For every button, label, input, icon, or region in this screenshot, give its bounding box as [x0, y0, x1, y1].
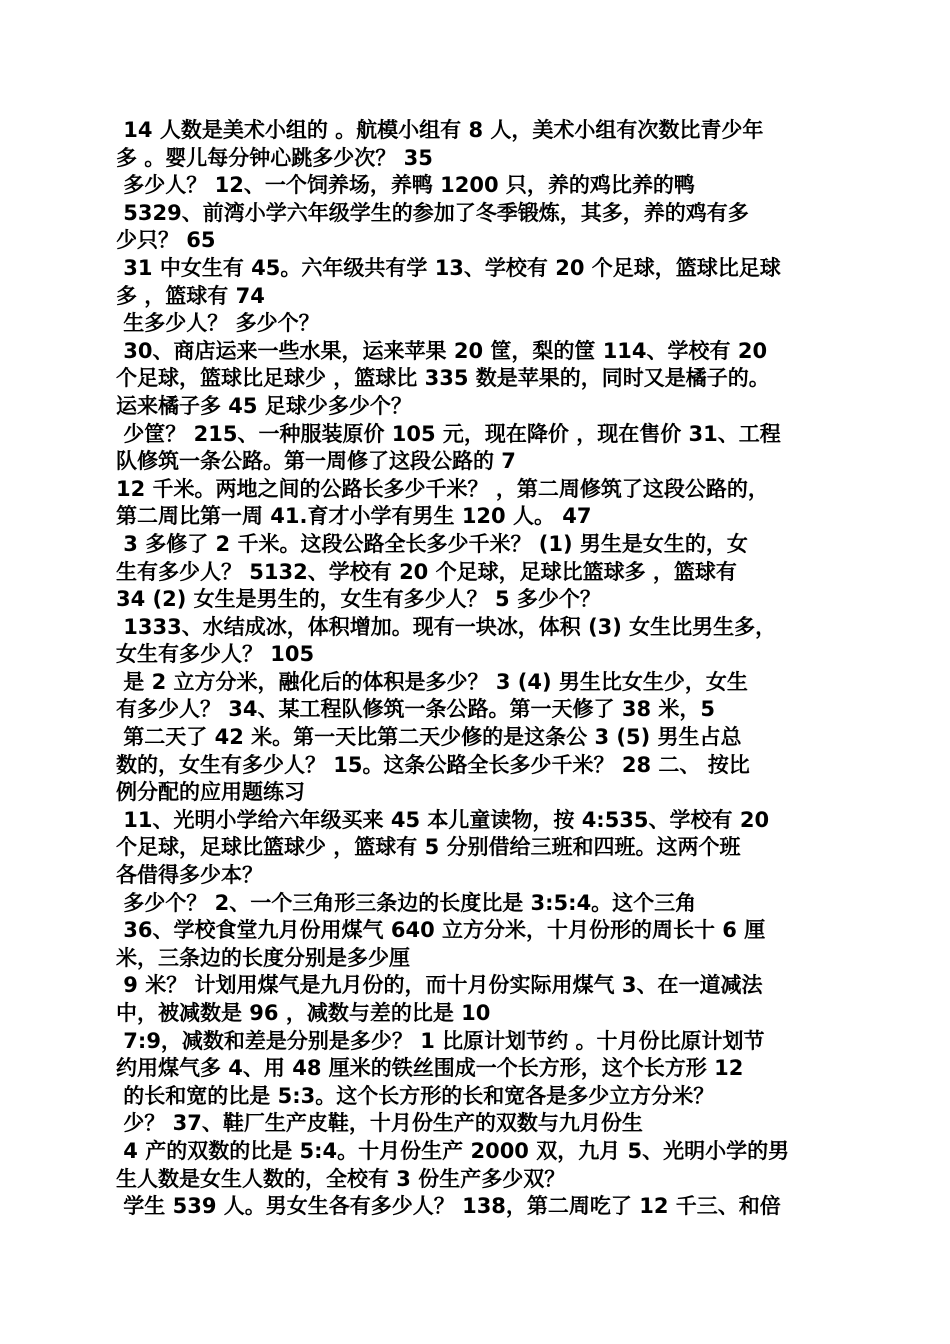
text-line-11: 运来橘子多 45 足球少多少个？ — [116, 393, 412, 418]
text-line-24: 数的，女生有多少人？ 15。这条公路全长多少千米？ 28 二、 按比 — [116, 752, 750, 777]
text-line-28: 各借得多少本？ — [116, 863, 263, 888]
document-text — [116, 117, 856, 1221]
text-line-12: 少筐？ 215、一种服装原价 105 元，现在降价 ，现在售价 31、工程 — [116, 421, 781, 446]
text-line-18: 34 (2) 女生是男生的，女生有多少人？ 5 多少个？ — [116, 587, 601, 612]
text-line-7: 多 ，篮球有 74 — [116, 283, 265, 308]
text-line-34: 7:9，减数和差是分别是多少？ 1 比原计划节约 。十月份比原计划节 — [116, 1028, 765, 1053]
text-line-38: 4 产的双数的比是 5:4。十月份生产 2000 双，九月 5、光明小学的男 — [116, 1138, 790, 1163]
text-line-35: 约用煤气多 4、用 48 厘米的铁丝围成一个长方形，这个长方形 12 — [116, 1056, 744, 1081]
text-line-5: 少只？ 65 — [116, 228, 216, 253]
text-line-2: 多 。婴儿每分钟心跳多少次？ 35 — [116, 145, 433, 170]
text-line-16: 3 多修了 2 千米。这段公路全长多少千米？ (1) 男生是女生的，女 — [116, 531, 748, 556]
text-line-10: 个足球，篮球比足球少 ，篮球比 335 数是苹果的，同时又是橘子的。 — [116, 366, 770, 391]
text-line-37: 少？ 37、鞋厂生产皮鞋，十月份生产的双数与九月份生 — [116, 1111, 643, 1136]
text-line-25: 例分配的应用题练习 — [116, 780, 305, 805]
text-line-30: 36、学校食堂九月份用煤气 640 立方分米，十月份形的周长十 6 厘 — [116, 918, 766, 943]
text-line-14: 12 千米。两地之间的公路长多少千米？ ，第二周修筑了这段公路的， — [116, 476, 769, 501]
text-line-4: 5329、前湾小学六年级学生的参加了冬季锻炼，其多，养的鸡有多 — [116, 200, 749, 225]
text-line-3: 多少人？ 12、一个饲养场，养鸭 1200 只，养的鸡比养的鸭 — [116, 173, 695, 198]
text-line-13: 队修筑一条公路。第一周修了这段公路的 7 — [116, 449, 516, 474]
text-line-32: 9 米？ 计划用煤气是九月份的，而十月份实际用煤气 3、在一道减法 — [116, 973, 763, 998]
text-line-6: 31 中女生有 45。六年级共有学 13、学校有 20 个足球，篮球比足球 — [116, 255, 781, 280]
text-line-29: 多少个？ 2、一个三角形三条边的长度比是 3:5:4。这个三角 — [116, 890, 697, 915]
text-line-33: 中，被减数是 96 ，减数与差的比是 10 — [116, 1001, 491, 1025]
text-line-17: 生有多少人？ 5132、学校有 20 个足球，足球比篮球多 ，篮球有 — [116, 559, 737, 584]
text-line-21: 是 2 立方分米，融化后的体积是多少？ 3 (4) 男生比女生少，女生 — [116, 669, 748, 694]
text-line-31: 米，三条边的长度分别是多少厘 — [116, 945, 410, 970]
text-line-1: 14 人数是美术小组的 。航模小组有 8 人，美术小组有次数比青少年 — [116, 118, 764, 142]
text-line-36: 的长和宽的比是 5:3。这个长方形的长和宽各是多少立方分米？ — [116, 1083, 715, 1108]
text-line-39: 生人数是女生人数的，全校有 3 份生产多少双？ — [116, 1166, 566, 1191]
text-line-19: 1333、水结成冰，体积增加。现有一块冰，体积 (3) 女生比男生多， — [116, 614, 777, 639]
text-line-9: 30、商店运来一些水果，运来苹果 20 筐，梨的筐 114、学校有 20 — [116, 338, 768, 363]
text-line-40: 学生 539 人。男女生各有多少人？ 138，第二周吃了 12 千三、和倍 — [116, 1194, 781, 1219]
text-line-23: 第二天了 42 米。第一天比第二天少修的是这条公 3 (5) 男生占总 — [116, 725, 742, 750]
text-line-26: 11、光明小学给六年级买来 45 本儿童读物，按 4:535、学校有 20 — [116, 807, 770, 832]
text-line-8: 生多少人？ 多少个？ — [116, 311, 320, 336]
text-line-27: 个足球，足球比篮球少 ，篮球有 5 分别借给三班和四班。这两个班 — [116, 835, 741, 860]
text-line-15: 第二周比第一周 41.育才小学有男生 120 人。 47 — [116, 504, 592, 529]
text-line-20: 女生有多少人？ 105 — [116, 642, 315, 667]
text-line-22: 有多少人？ 34、某工程队修筑一条公路。第一天修了 38 米，5 — [116, 697, 715, 722]
